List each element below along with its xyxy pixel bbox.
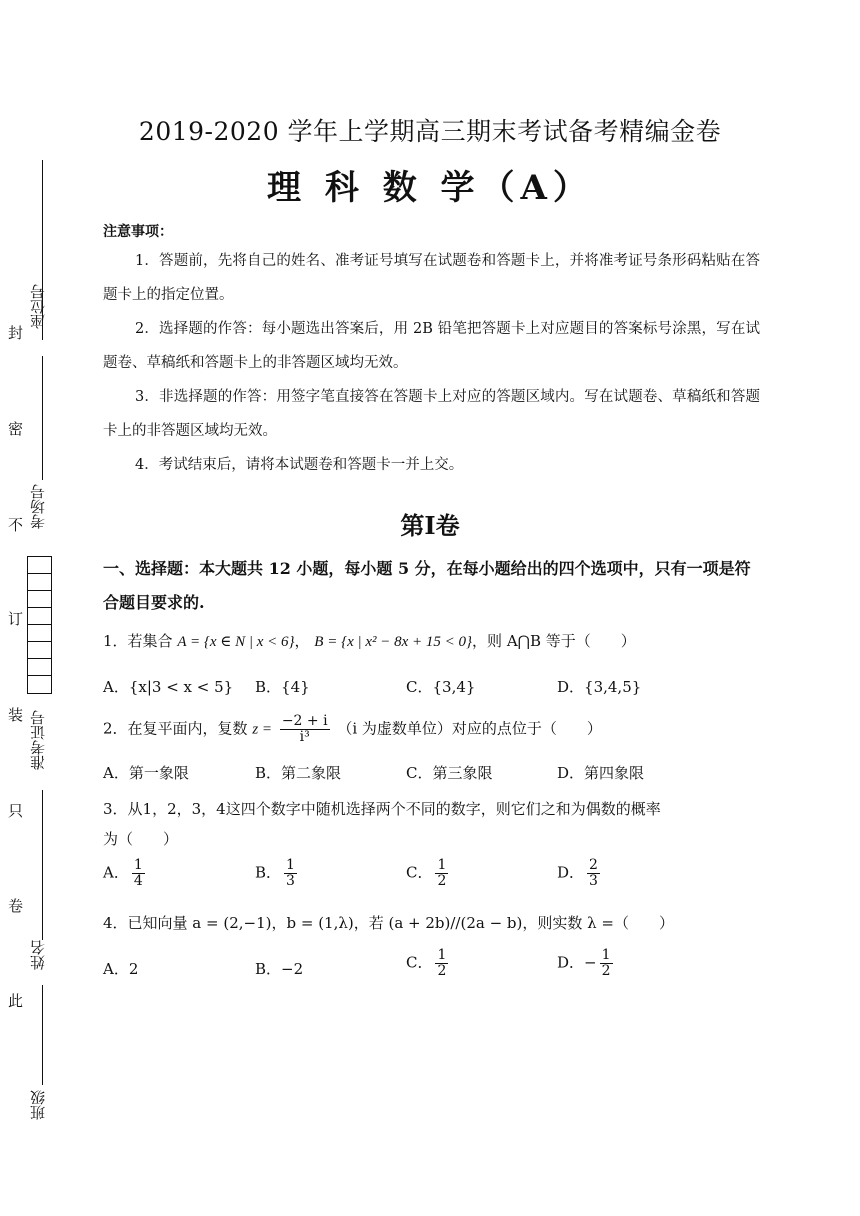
- ticket-number-grid[interactable]: [27, 556, 52, 694]
- q3-option-a-label: A．: [103, 863, 129, 882]
- exam-title: 2019-2020 学年上学期高三期末考试备考精编金卷: [138, 117, 722, 146]
- q1-set-a: A = {x ∈ N | x < 6}: [177, 634, 295, 650]
- q3-option-a: [103, 858, 148, 889]
- seal-char: 不: [8, 516, 24, 534]
- q3-c-den: 2: [437, 873, 447, 889]
- question-1: 1．若集合 A = {x ∈ N | x < 6}， B = {x | x² − 8x + 15 < 0}，则 A⋂B 等于（ ）: [103, 632, 636, 650]
- q3-c-num: 1: [437, 857, 447, 873]
- q1-option-b: B．{4}: [255, 678, 310, 696]
- q4-c-num: 1: [437, 947, 447, 963]
- q4-option-a: A．2: [103, 960, 139, 978]
- question-4: 4．已知向量 a = (2,−1)，b = (1,λ)，若 (a + 2b)//(2a − b)，则实数 λ =（ ）: [103, 914, 674, 932]
- q1-prefix: 1．若集合: [103, 632, 173, 650]
- q3-d-den: 3: [589, 873, 598, 889]
- binding-line-3: [42, 790, 43, 940]
- q4-option-b: B．−2: [255, 960, 304, 978]
- q1-suffix: ，则 A⋂B 等于（ ）: [472, 632, 636, 650]
- q4-c-den: 2: [437, 963, 447, 979]
- question-3-line-2: 为（ ）: [103, 830, 179, 848]
- q4-d-num: 1: [601, 947, 611, 963]
- question-3-line-1: 3．从1，2，3，4这四个数字中随机选择两个不同的数字，则它们之和为偶数的概率: [103, 800, 661, 818]
- q1-option-c: C．{3,4}: [406, 678, 476, 696]
- q2-option-c: C．第三象限: [406, 764, 493, 782]
- name-label: 姓名: [29, 940, 47, 970]
- seal-char: 订: [8, 610, 24, 628]
- q4-option-c: [406, 948, 451, 979]
- seal-char: 此: [8, 992, 24, 1010]
- seal-char: 只: [8, 802, 24, 820]
- q1-set-b: B = {x | x² − 8x + 15 < 0}: [314, 634, 473, 650]
- q1-option-d: D．{3,4,5}: [557, 678, 642, 696]
- q3-option-d-label: D．: [557, 863, 585, 882]
- q4-option-c-frac: [435, 948, 448, 979]
- q3-a-den: 4: [133, 873, 143, 889]
- section-instruction: 一、选择题：本大题共 12 小题，每小题 5 分，在每小题给出的四个选项中，只有一项是符合题目要求的.: [103, 559, 751, 612]
- q2-denominator: i³: [299, 729, 310, 745]
- q2-numerator: −2 + i: [281, 713, 328, 729]
- q4-option-d-frac: [600, 948, 613, 979]
- q4-option-d: [557, 948, 616, 979]
- q2-fraction: [280, 714, 330, 745]
- exam-room-label: 考场号: [29, 484, 47, 529]
- section-title: 第Ⅰ卷: [400, 511, 460, 540]
- binding-line-4: [42, 985, 43, 1085]
- ticket-number-label: 准考证号: [29, 710, 47, 770]
- q3-b-num: 1: [286, 857, 295, 873]
- q2-z: z =: [252, 721, 273, 738]
- q2-prefix: 2．在复平面内，复数: [103, 719, 248, 738]
- class-label: 班级: [29, 1090, 47, 1120]
- notice-item: 3．非选择题的作答：用签字笔直接答在答题卡上对应的答题区域内。写在试题卷、草稿纸和答题卡上的非答题区域均无效。: [103, 389, 760, 439]
- q3-d-num: 2: [589, 857, 598, 873]
- q4-d-den: 2: [601, 963, 611, 979]
- q2-option-b: B．第二象限: [255, 764, 342, 782]
- subject-title: 理 科 数 学（A）: [267, 168, 593, 208]
- q3-a-num: 1: [133, 857, 143, 873]
- q3-option-d-frac: [587, 858, 600, 889]
- q3-option-c-label: C．: [406, 863, 433, 882]
- notice-heading: 注意事项：: [103, 224, 173, 240]
- seat-number-label: 座位号: [29, 284, 47, 329]
- notice-item: 2．选择题的作答：每小题选出答案后，用 2B 铅笔把答题卡上对应题目的答案标号涂黑，写在试题卷、草稿纸和答题卡上的非答题区域均无效。: [103, 321, 760, 371]
- notice-item: 1．答题前，先将自己的姓名、准考证号填写在试题卷和答题卡上，并将准考证号条形码粘贴在答题卡上的指定位置。: [103, 253, 760, 303]
- q1-option-a: A．{x|3 < x < 5}: [103, 678, 234, 696]
- seal-char: 装: [8, 706, 24, 724]
- q4-option-c-label: C．: [406, 953, 433, 972]
- q4-option-d-label: D．−: [557, 953, 597, 972]
- q3-option-c: [406, 858, 451, 889]
- seal-char: 封: [8, 324, 24, 342]
- q3-option-b-frac: [284, 858, 297, 889]
- q3-option-b: [255, 858, 300, 889]
- question-2: [103, 714, 763, 745]
- q3-option-c-frac: [435, 858, 448, 889]
- q3-option-b-label: B．: [255, 863, 282, 882]
- q3-option-a-frac: [132, 858, 145, 889]
- q2-option-d: D．第四象限: [557, 764, 645, 782]
- q2-suffix: （i 为虚数单位）对应的点位于（ ）: [337, 719, 602, 738]
- q2-option-a: A．第一象限: [103, 764, 189, 782]
- q3-option-d: [557, 858, 603, 889]
- seal-char: 密: [8, 420, 24, 438]
- notice-item: 4．考试结束后，请将本试题卷和答题卡一并上交。: [135, 457, 464, 473]
- binding-line-2: [42, 356, 43, 480]
- seal-char: 卷: [8, 897, 24, 915]
- q3-b-den: 3: [286, 873, 295, 889]
